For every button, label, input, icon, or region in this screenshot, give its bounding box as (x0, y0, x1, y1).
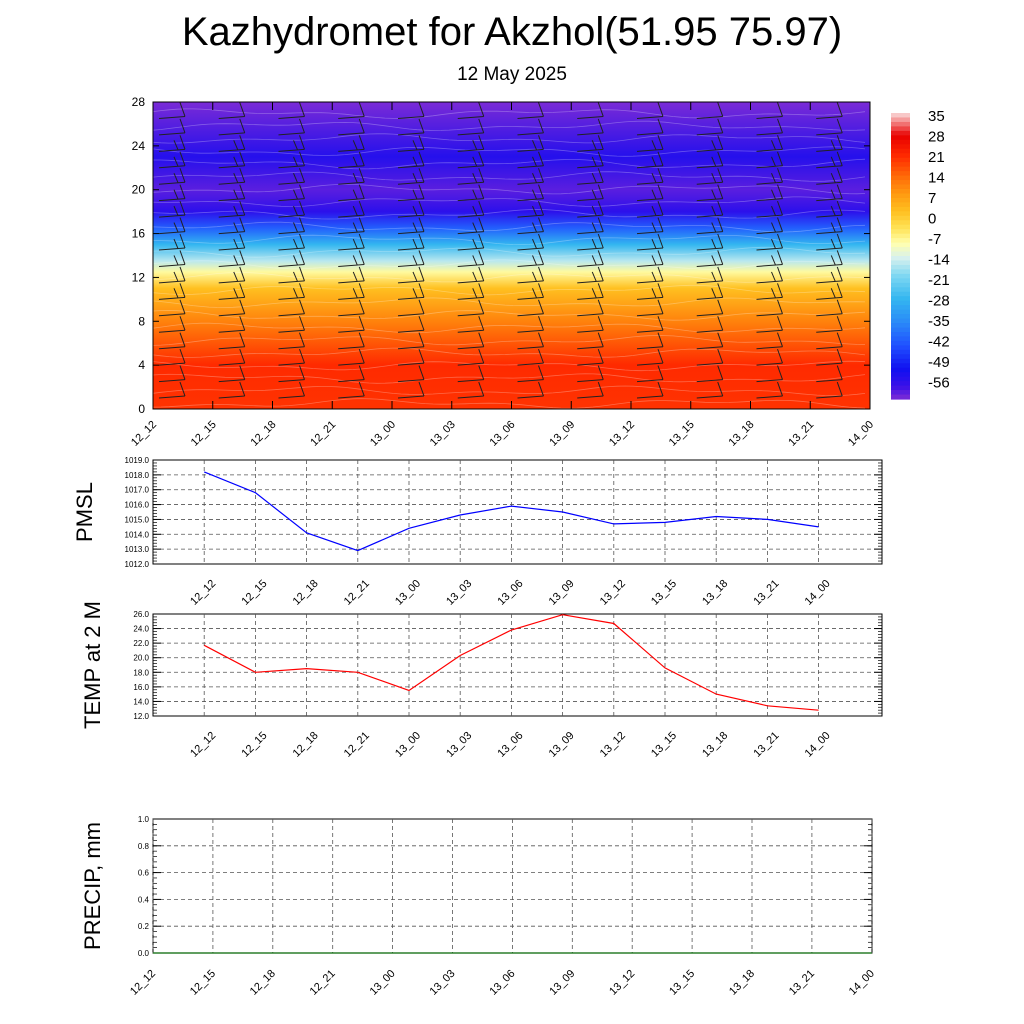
x-tick-label: 13_06 (487, 967, 518, 998)
pmsl-panel (72, 456, 882, 608)
colorbar-band (891, 341, 910, 346)
x-tick-label: 12_18 (290, 577, 321, 608)
colorbar-band (891, 158, 910, 163)
colorbar-band (891, 395, 910, 400)
colorbar-band (891, 189, 910, 194)
cross-section-field (153, 102, 870, 409)
y-tick-label: 14.0 (133, 697, 149, 707)
colorbar-band (891, 234, 910, 239)
colorbar-band (891, 301, 910, 306)
panel-frame (153, 614, 882, 716)
y-axis-label: PRECIP, mm (80, 822, 105, 950)
cross-section-panel (129, 95, 902, 449)
colorbar-band (891, 207, 910, 212)
x-tick-label: 13_00 (393, 729, 424, 760)
x-tick-label: 14_00 (846, 418, 877, 449)
x-tick-label: 13_15 (667, 967, 698, 998)
x-tick-label: 12_21 (307, 967, 338, 998)
colorbar-band (891, 180, 910, 185)
y-tick-label: 1.0 (137, 815, 149, 824)
colorbar-band (891, 274, 910, 279)
colorbar-band (891, 117, 910, 122)
colorbar-band (891, 185, 910, 190)
colorbar-label: -7 (928, 231, 942, 248)
x-tick-label: 13_12 (607, 967, 638, 998)
x-tick-label: 13_21 (751, 577, 782, 608)
colorbar-band (891, 332, 910, 337)
colorbar-band (891, 350, 910, 355)
colorbar-band (891, 287, 910, 292)
colorbar-band (891, 140, 910, 145)
colorbar-band (891, 377, 910, 382)
colorbar-band (891, 319, 910, 324)
y-tick-label: 24.0 (133, 624, 149, 634)
colorbar-band (891, 328, 910, 333)
colorbar-band (891, 113, 910, 118)
x-tick-label: 13_18 (727, 967, 758, 998)
colorbar-label: 0 (928, 210, 937, 228)
panel-frame (153, 460, 882, 564)
y-tick-label: 22.0 (133, 639, 149, 649)
colorbar-band (891, 372, 910, 377)
x-tick-label: 13_06 (495, 577, 526, 608)
colorbar-band (891, 162, 910, 167)
y-tick-label: 28 (131, 95, 145, 109)
x-tick-label: 14_00 (802, 577, 833, 608)
colorbar-band (891, 310, 910, 315)
y-tick-label: 4 (138, 358, 145, 373)
colorbar-band (891, 323, 910, 328)
x-tick-label: 13_09 (547, 967, 578, 998)
x-tick-label: 13_00 (367, 967, 398, 998)
colorbar-band (891, 305, 910, 310)
colorbar-band (891, 265, 910, 270)
colorbar-band (891, 243, 910, 248)
colorbar-band (891, 149, 910, 154)
colorbar-band (891, 225, 910, 230)
colorbar-band (891, 247, 910, 252)
colorbar-label: 35 (928, 108, 945, 125)
colorbar-label: -14 (928, 251, 950, 269)
colorbar-label: -28 (928, 292, 950, 310)
y-tick-label: 1015.0 (124, 515, 149, 525)
colorbar-band (891, 238, 910, 243)
x-tick-label: 12_12 (129, 418, 160, 449)
precip-panel (80, 815, 877, 998)
colorbar-band (891, 256, 910, 261)
y-axis-label: TEMP at 2 M (80, 601, 105, 729)
y-tick-label: 1017.0 (124, 485, 149, 495)
colorbar-band (891, 131, 910, 136)
page-subtitle: 12 May 2025 (457, 64, 567, 85)
x-tick-label: 12_21 (341, 729, 372, 760)
x-tick-label: 13_03 (427, 967, 458, 998)
x-tick-label: 13_09 (546, 729, 577, 760)
x-tick-label: 12_15 (187, 967, 219, 998)
x-tick-label: 13_18 (700, 577, 731, 608)
temp-panel (80, 601, 882, 760)
y-tick-label: 1018.0 (124, 470, 149, 480)
colorbar-band (891, 359, 910, 364)
x-tick-label: 12_15 (188, 418, 219, 449)
colorbar-band (891, 193, 910, 198)
x-tick-label: 13_15 (666, 418, 697, 449)
y-tick-label: 20 (131, 182, 145, 197)
colorbar-label: 21 (928, 149, 945, 166)
x-tick-label: 14_00 (802, 729, 833, 760)
colorbar-band (891, 211, 910, 216)
colorbar-band (891, 252, 910, 257)
x-tick-label: 13_09 (546, 577, 577, 608)
colorbar-band (891, 363, 910, 368)
x-tick-label: 12_21 (341, 577, 372, 608)
x-tick-label: 12_18 (248, 418, 279, 449)
x-tick-label: 13_12 (607, 418, 638, 449)
y-tick-label: 1019.0 (124, 456, 149, 465)
colorbar-label: -49 (928, 354, 950, 371)
x-tick-label: 13_06 (495, 729, 526, 760)
x-tick-label: 12_18 (290, 729, 321, 760)
colorbar-band (891, 176, 910, 181)
colorbar-label: 7 (928, 190, 937, 207)
x-tick-label: 12_12 (128, 967, 159, 998)
x-tick-label: 13_12 (597, 577, 628, 608)
colorbar-band (891, 336, 910, 341)
colorbar (891, 108, 950, 400)
colorbar-band (891, 198, 910, 203)
colorbar-band (891, 229, 910, 234)
colorbar-band (891, 216, 910, 221)
x-tick-label: 12_12 (188, 577, 219, 608)
colorbar-band (891, 202, 910, 207)
y-axis-label: PMSL (72, 482, 97, 542)
colorbar-label: -56 (928, 374, 950, 392)
colorbar-label: -35 (928, 313, 950, 330)
colorbar-band (891, 126, 910, 131)
colorbar-label: 28 (928, 128, 945, 146)
x-tick-label: 13_03 (427, 418, 458, 449)
colorbar-band (891, 171, 910, 176)
x-tick-label: 13_12 (597, 729, 628, 760)
y-tick-label: 26.0 (133, 610, 149, 619)
x-tick-label: 13_03 (444, 577, 475, 608)
colorbar-band (891, 386, 910, 391)
x-tick-label: 13_21 (751, 729, 782, 760)
x-tick-label: 12_21 (308, 418, 339, 449)
y-tick-label: 0.2 (137, 922, 149, 932)
x-tick-label: 13_21 (786, 418, 817, 449)
colorbar-band (891, 260, 910, 265)
x-tick-label: 13_00 (368, 418, 399, 449)
y-tick-label: 8 (138, 314, 145, 329)
x-tick-label: 12_15 (239, 577, 270, 608)
colorbar-band (891, 144, 910, 149)
colorbar-band (891, 167, 910, 172)
y-tick-label: 24 (131, 138, 145, 153)
colorbar-label: 14 (928, 169, 945, 187)
x-tick-label: 14_00 (846, 967, 877, 998)
colorbar-band (891, 122, 910, 127)
x-tick-label: 13_15 (649, 729, 680, 760)
page-title: Kazhydromet for Akzhol(51.95 75.97) (181, 10, 843, 54)
colorbar-band (891, 269, 910, 274)
y-tick-label: 0.6 (137, 868, 149, 878)
y-tick-label: 12 (131, 270, 145, 285)
y-tick-label: 16 (131, 226, 145, 241)
y-tick-label: 1013.0 (124, 545, 149, 555)
x-tick-label: 13_18 (700, 729, 731, 760)
x-tick-label: 12_12 (188, 729, 219, 760)
colorbar-band (891, 296, 910, 301)
y-tick-label: 18.0 (133, 668, 149, 678)
colorbar-band (891, 220, 910, 225)
y-tick-label: 16.0 (133, 682, 149, 692)
colorbar-band (891, 314, 910, 319)
y-tick-label: 1016.0 (124, 500, 149, 510)
colorbar-band (891, 381, 910, 386)
y-tick-label: 1012.0 (124, 560, 149, 569)
colorbar-band (891, 292, 910, 297)
x-tick-label: 13_09 (547, 418, 578, 449)
colorbar-band (891, 153, 910, 158)
colorbar-label: -21 (928, 272, 950, 289)
colorbar-label: -42 (928, 333, 950, 351)
y-tick-label: 0.4 (137, 895, 149, 905)
y-tick-label: 12.0 (133, 712, 149, 721)
colorbar-band (891, 390, 910, 395)
x-tick-label: 13_15 (649, 577, 680, 608)
x-tick-label: 13_18 (726, 418, 757, 449)
x-tick-label: 13_00 (393, 577, 424, 608)
y-tick-label: 0.0 (137, 949, 149, 958)
x-tick-label: 13_21 (786, 967, 818, 998)
x-tick-label: 13_03 (444, 729, 475, 760)
y-tick-label: 1014.0 (124, 530, 149, 540)
x-tick-label: 13_06 (487, 418, 518, 449)
y-tick-label: 20.0 (133, 653, 149, 663)
colorbar-band (891, 368, 910, 373)
colorbar-band (891, 135, 910, 140)
x-tick-label: 12_15 (239, 729, 270, 760)
y-tick-label: 0 (138, 402, 145, 416)
colorbar-band (891, 283, 910, 288)
colorbar-band (891, 354, 910, 359)
colorbar-band (891, 278, 910, 283)
x-tick-label: 12_18 (247, 967, 278, 998)
colorbar-band (891, 345, 910, 350)
y-tick-label: 0.8 (137, 841, 149, 851)
